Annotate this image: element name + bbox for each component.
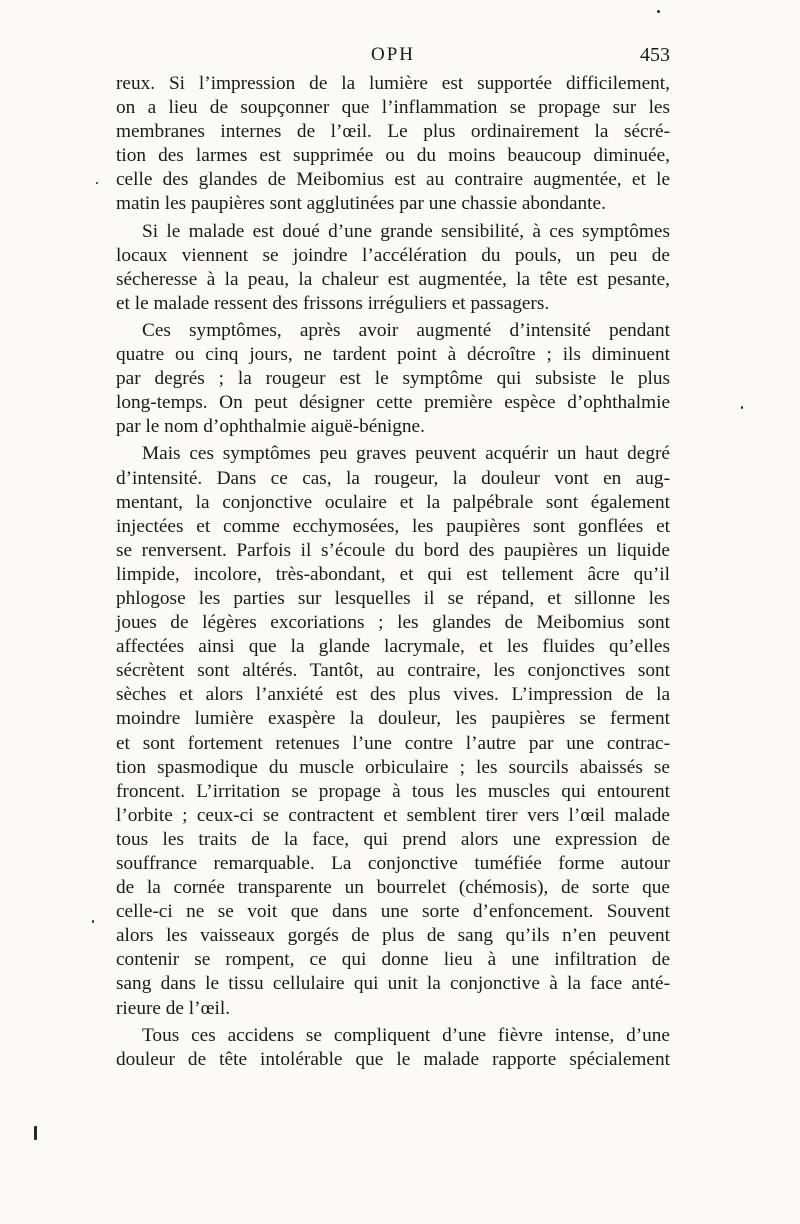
text-line: contenir se rompent, ce qui donne lieu à une infiltration de bbox=[116, 949, 670, 971]
print-speck bbox=[657, 10, 660, 13]
text-line: matin les paupières sont agglutinées par une chassie abondante. bbox=[116, 193, 606, 215]
text-line: reux. Si l’impression de la lumière est supportée difficilement, bbox=[116, 73, 670, 94]
text-line: mentant, la conjonctive oculaire et la palpébrale sont également bbox=[116, 491, 670, 513]
text-line: quatre ou cinq jours, ne tardent point à décroître ; ils diminuent bbox=[116, 344, 670, 366]
text-line: moindre lumière exaspère la douleur, les paupières se ferment bbox=[116, 708, 670, 730]
text-line: par le nom d’ophthalmie aiguë-bénigne. bbox=[116, 416, 425, 438]
text-line: injectées et comme ecchymosées, les paupières sont gonflées et bbox=[116, 515, 670, 537]
page-header bbox=[116, 44, 670, 72]
body-text bbox=[116, 72, 670, 1072]
text-line: par degrés ; la rougeur est le symptôme qui subsiste le plus bbox=[116, 368, 670, 390]
text-line: on a lieu de soupçonner que l’inflammation se propage sur les bbox=[116, 97, 670, 119]
text-line: tion spasmodique du muscle orbiculaire ; les sourcils abaissés se bbox=[116, 756, 670, 778]
text-line: et le malade ressent des frissons irréguliers et passagers. bbox=[116, 292, 550, 314]
text-line: tion des larmes est supprimée ou du moins beaucoup diminuée, bbox=[116, 145, 670, 167]
print-speck bbox=[92, 920, 94, 923]
text-line: alors les vaisseaux gorgés de plus de sang qu’ils n’en peuvent bbox=[116, 925, 670, 947]
text-line: celle-ci ne se voit que dans une sorte d’enfoncement. Souvent bbox=[116, 901, 670, 923]
text-line: affectées ainsi que la glande lacrymale, et les fluides qu’elles bbox=[116, 636, 670, 658]
text-line: tous les traits de la face, qui prend alors une expression de bbox=[116, 828, 670, 850]
page-number: 453 bbox=[640, 44, 670, 66]
paragraph bbox=[116, 442, 670, 1020]
text-line: se renversent. Parfois il s’écoule du bord des paupières un liquide bbox=[116, 539, 670, 561]
text-line: limpide, incolore, très-abondant, et qui est tellement âcre qu’il bbox=[116, 563, 670, 585]
text-line: locaux viennent se joindre l’accélération du pouls, un peu de bbox=[116, 244, 670, 266]
print-speck bbox=[741, 406, 743, 409]
text-line: sécheresse à la peau, la chaleur est augmentée, la tête est pesante, bbox=[116, 268, 670, 290]
text-line: l’orbite ; ceux-ci se contractent et semblent tirer vers l’œil malade bbox=[116, 804, 670, 826]
text-line: Si le malade est doué d’une grande sensibilité, à ces symptômes bbox=[142, 220, 670, 242]
print-speck bbox=[96, 182, 98, 184]
text-line: sèches et alors l’anxiété est des plus vives. L’impression de la bbox=[116, 684, 670, 706]
text-line: froncent. L’irritation se propage à tous les muscles qui entourent bbox=[116, 780, 670, 802]
print-speck bbox=[34, 1126, 37, 1140]
text-line: long-temps. On peut désigner cette première espèce d’ophthalmie bbox=[116, 392, 670, 414]
paragraph bbox=[116, 1024, 670, 1072]
text-line: sécrètent sont altérés. Tantôt, au contraire, les conjonctives sont bbox=[116, 660, 670, 682]
paragraph bbox=[116, 72, 670, 217]
text-line: membranes internes de l’œil. Le plus ordinairement la sécré- bbox=[116, 121, 670, 143]
text-line: d’intensité. Dans ce cas, la rougeur, la douleur vont en aug- bbox=[116, 467, 670, 489]
paragraph bbox=[116, 220, 670, 316]
running-head: OPH bbox=[370, 44, 415, 65]
text-line: Mais ces symptômes peu graves peuvent acquérir un haut degré bbox=[142, 443, 670, 465]
text-line: Ces symptômes, après avoir augmenté d’intensité pendant bbox=[142, 319, 670, 341]
text-line: Tous ces accidens se compliquent d’une fièvre intense, d’une bbox=[142, 1024, 670, 1046]
text-line: douleur de tête intolérable que le malade rapporte spécialement bbox=[116, 1048, 670, 1070]
text-line: sang dans le tissu cellulaire qui unit la conjonctive à la face anté- bbox=[116, 973, 670, 995]
text-line: phlogose les parties sur lesquelles il se répand, et sillonne les bbox=[116, 587, 670, 609]
text-line: et sont fortement retenues l’une contre l’autre par une contrac- bbox=[116, 732, 670, 754]
text-line: de la cornée transparente un bourrelet (chémosis), de sorte que bbox=[116, 877, 670, 899]
text-line: souffrance remarquable. La conjonctive tuméfiée forme autour bbox=[116, 853, 670, 874]
paragraph bbox=[116, 319, 670, 439]
text-line: joues de légères excoriations ; les glandes de Meibomius sont bbox=[116, 612, 670, 634]
text-line: rieure de l’œil. bbox=[116, 997, 231, 1019]
text-line: celle des glandes de Meibomius est au contraire augmentée, et le bbox=[116, 169, 670, 191]
